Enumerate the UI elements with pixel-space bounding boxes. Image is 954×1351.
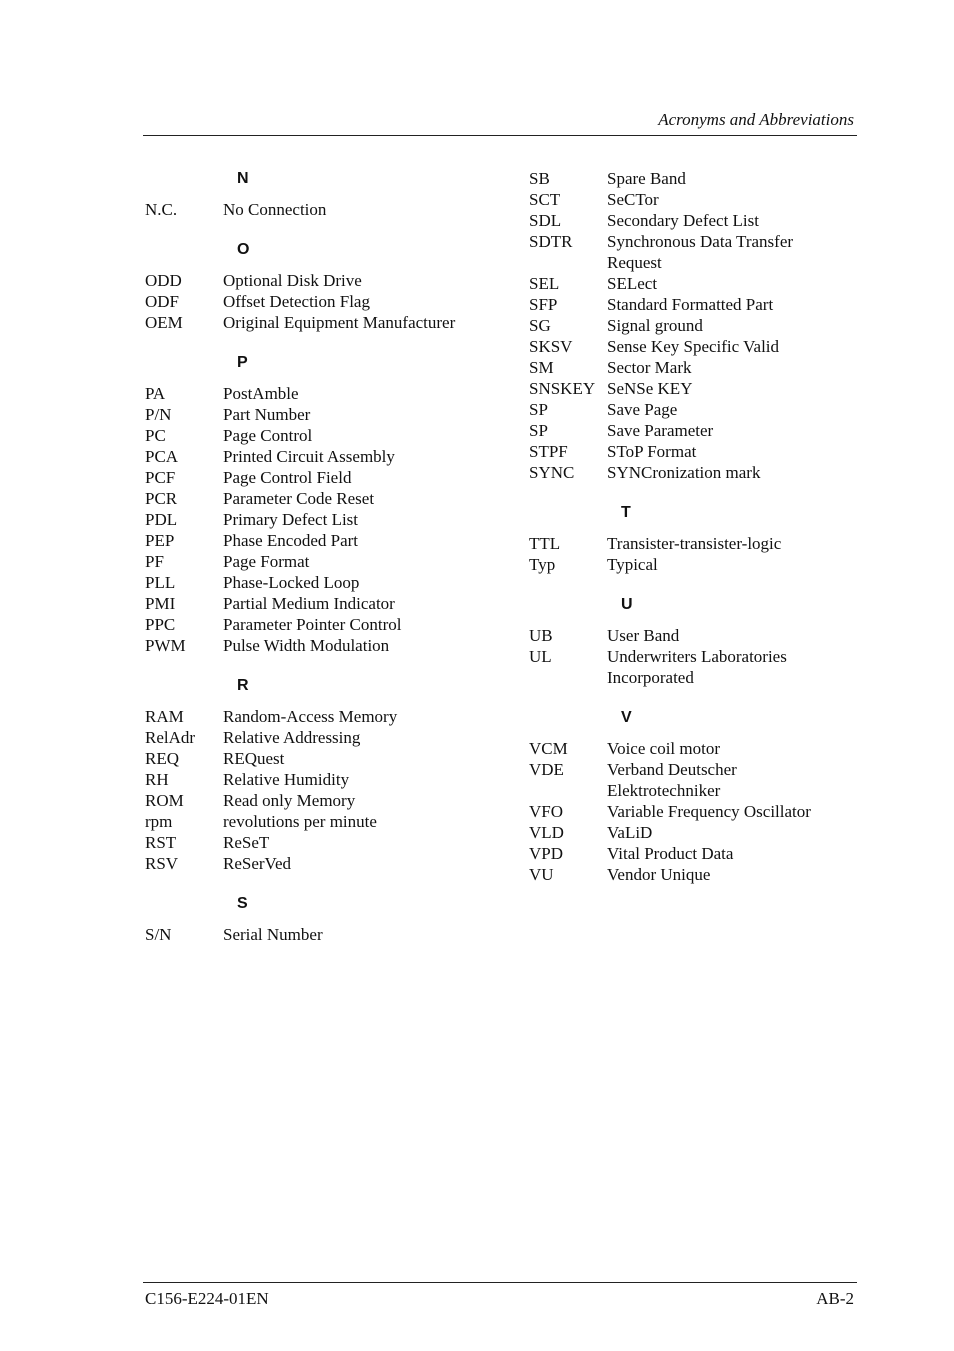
abbreviation: PCF [145,468,176,487]
definition: No Connection [223,200,327,219]
glossary-entry [529,420,832,441]
glossary-entry [145,727,463,748]
abbreviation: P/N [145,405,172,424]
abbreviation: PDL [145,510,178,529]
definition: Phase-Locked Loop [223,573,360,592]
footer-rule [143,1282,857,1283]
definition: Offset Detection Flag [223,292,370,311]
definition: Page Control Field [223,468,352,487]
abbreviation: PWM [145,636,186,655]
definition: Synchronous Data Transfer Request [607,232,794,272]
section-letter-heading: S [237,895,248,912]
abbreviation: OEM [145,313,183,332]
abbreviation: PEP [145,531,175,550]
right-column [529,168,832,885]
document-id: C156-E224-01EN [145,1289,269,1308]
abbreviation: PCA [145,447,179,466]
glossary-entry [529,399,832,420]
abbreviation: Typ [529,555,556,574]
abbreviation: REQ [145,749,179,768]
glossary-entry [145,199,463,220]
section-letter-heading: P [237,354,248,371]
definition: Transister-transister-logic [607,534,782,553]
abbreviation: SEL [529,274,560,293]
definition: SELect [607,274,658,293]
definition: Spare Band [607,169,686,188]
glossary-entry [145,509,463,530]
glossary-entry [529,533,832,554]
glossary-entry [145,425,463,446]
definition: SYNCronization mark [607,463,761,482]
definition: SeNSe KEY [607,379,693,398]
section-letter-heading: V [621,709,632,726]
definition: Relative Addressing [223,728,361,747]
abbreviation: ODF [145,292,180,311]
abbreviation: PMI [145,594,176,613]
definition: Typical [607,555,658,574]
definition: Vendor Unique [607,865,711,884]
abbreviation: VDE [529,760,564,779]
abbreviation: PCR [145,489,178,508]
abbreviation: ODD [145,271,182,290]
abbreviation: VLD [529,823,564,842]
definition: Sector Mark [607,358,692,377]
glossary-entry [529,738,832,759]
glossary-entry [529,336,832,357]
abbreviation: RH [145,770,169,789]
section-letter-heading: R [237,677,249,694]
abbreviation: SP [529,421,548,440]
definition: Relative Humidity [223,770,350,789]
definition: Vital Product Data [607,844,734,863]
abbreviation: S/N [145,925,172,944]
abbreviation: PC [145,426,166,445]
definition: Save Page [607,400,678,419]
definition: Parameter Code Reset [223,489,375,508]
glossary-entry [529,357,832,378]
definition: User Band [607,626,680,645]
glossary-entry [145,270,463,291]
glossary-entry [145,748,463,769]
glossary-entry [529,273,832,294]
glossary-entry [529,441,832,462]
definition: Verband Deutscher Elektrotechniker [607,760,737,800]
glossary-section [145,893,463,945]
definition: SeCTor [607,190,659,209]
glossary-entry [529,210,832,231]
glossary-entry [145,383,463,404]
definition: ReSeT [223,833,270,852]
glossary-section [529,707,832,885]
glossary-entry [145,572,463,593]
definition: Standard Formatted Part [607,295,774,314]
glossary-entry [529,625,832,646]
definition: Sense Key Specific Valid [607,337,780,356]
glossary-section [145,168,463,220]
abbreviation: RSV [145,854,179,873]
glossary-entry [145,467,463,488]
glossary-entry [529,822,832,843]
abbreviation: RAM [145,707,184,726]
section-letter-heading: O [237,241,250,258]
page-number: AB-2 [816,1289,854,1308]
definition: ReSerVed [223,854,291,873]
definition: Part Number [223,405,311,424]
glossary-entry [145,853,463,874]
abbreviation: VU [529,865,554,884]
definition: Signal ground [607,316,703,335]
abbreviation: SDTR [529,232,573,251]
section-letter-heading: N [237,170,249,187]
glossary-entry [145,832,463,853]
abbreviation: STPF [529,442,568,461]
abbreviation: N.C. [145,200,178,219]
glossary-entry [145,291,463,312]
glossary-section [529,168,832,483]
section-letter-heading: T [621,504,631,521]
glossary-entry [145,488,463,509]
glossary-entry [145,635,463,656]
glossary-entry [529,759,832,801]
glossary-entry [529,378,832,399]
glossary-entry [529,189,832,210]
abbreviation: RelAdr [145,728,196,747]
abbreviation: SFP [529,295,558,314]
abbreviation: SNSKEY [529,379,596,398]
abbreviation: SDL [529,211,562,230]
definition: Printed Circuit Assembly [223,447,395,466]
definition: Secondary Defect List [607,211,759,230]
glossary-entry [145,706,463,727]
definition: Save Parameter [607,421,714,440]
glossary-entry [529,315,832,336]
definition: Random-Access Memory [223,707,398,726]
glossary-entry [145,404,463,425]
definition: Pulse Width Modulation [223,636,390,655]
definition: Voice coil motor [607,739,720,758]
glossary-entry [145,446,463,467]
abbreviation: SB [529,169,550,188]
abbreviation: PA [145,384,166,403]
abbreviation: UB [529,626,553,645]
left-column [145,168,463,945]
abbreviation: SM [529,358,554,377]
glossary-entry [145,312,463,333]
definition: REQuest [223,749,285,768]
definition: Optional Disk Drive [223,271,362,290]
definition: Serial Number [223,925,323,944]
glossary-entry [529,646,832,688]
definition: Parameter Pointer Control [223,615,402,634]
glossary-entry [145,530,463,551]
running-header-title: Acronyms and Abbreviations [658,110,854,129]
definition: VaLiD [607,823,653,842]
abbreviation: UL [529,647,552,666]
abbreviation: SCT [529,190,561,209]
abbreviation: SG [529,316,551,335]
abbreviation: SKSV [529,337,573,356]
glossary-entry [529,294,832,315]
glossary-section [529,502,832,575]
definition: SToP Format [607,442,697,461]
section-letter-heading: U [621,596,633,613]
glossary-entry [529,168,832,189]
glossary-entry [145,811,463,832]
definition: Page Control [223,426,313,445]
header-rule [143,135,857,136]
abbreviation: rpm [145,812,173,831]
abbreviation: SYNC [529,463,575,482]
abbreviation: VPD [529,844,564,863]
glossary-entry [529,554,832,575]
glossary-entry [145,790,463,811]
abbreviation: ROM [145,791,184,810]
glossary-section [529,594,832,688]
definition: Underwriters Laboratories Incorporated [607,647,787,687]
glossary-entry [529,843,832,864]
abbreviation: PLL [145,573,176,592]
definition: Phase Encoded Part [223,531,359,550]
glossary-section [145,352,463,656]
abbreviation: VCM [529,739,568,758]
glossary-section [145,239,463,333]
glossary-entry [145,551,463,572]
abbreviation: PF [145,552,164,571]
glossary-entry [145,614,463,635]
abbreviation: RST [145,833,177,852]
abbreviation: TTL [529,534,561,553]
definition: Partial Medium Indicator [223,594,395,613]
definition: Variable Frequency Oscillator [607,802,811,821]
glossary-entry [529,801,832,822]
definition: revolutions per minute [223,812,377,831]
glossary-entry [529,864,832,885]
glossary-entry [145,924,463,945]
abbreviation: PPC [145,615,176,634]
definition: Primary Defect List [223,510,359,529]
abbreviation: VFO [529,802,564,821]
definition: Original Equipment Manufacturer [223,313,456,332]
glossary-entry [145,593,463,614]
glossary-section [145,675,463,874]
glossary-entry [529,231,832,273]
definition: PostAmble [223,384,299,403]
glossary-entry [145,769,463,790]
definition: Page Format [223,552,310,571]
definition: Read only Memory [223,791,356,810]
abbreviation: SP [529,400,548,419]
glossary-entry [529,462,832,483]
